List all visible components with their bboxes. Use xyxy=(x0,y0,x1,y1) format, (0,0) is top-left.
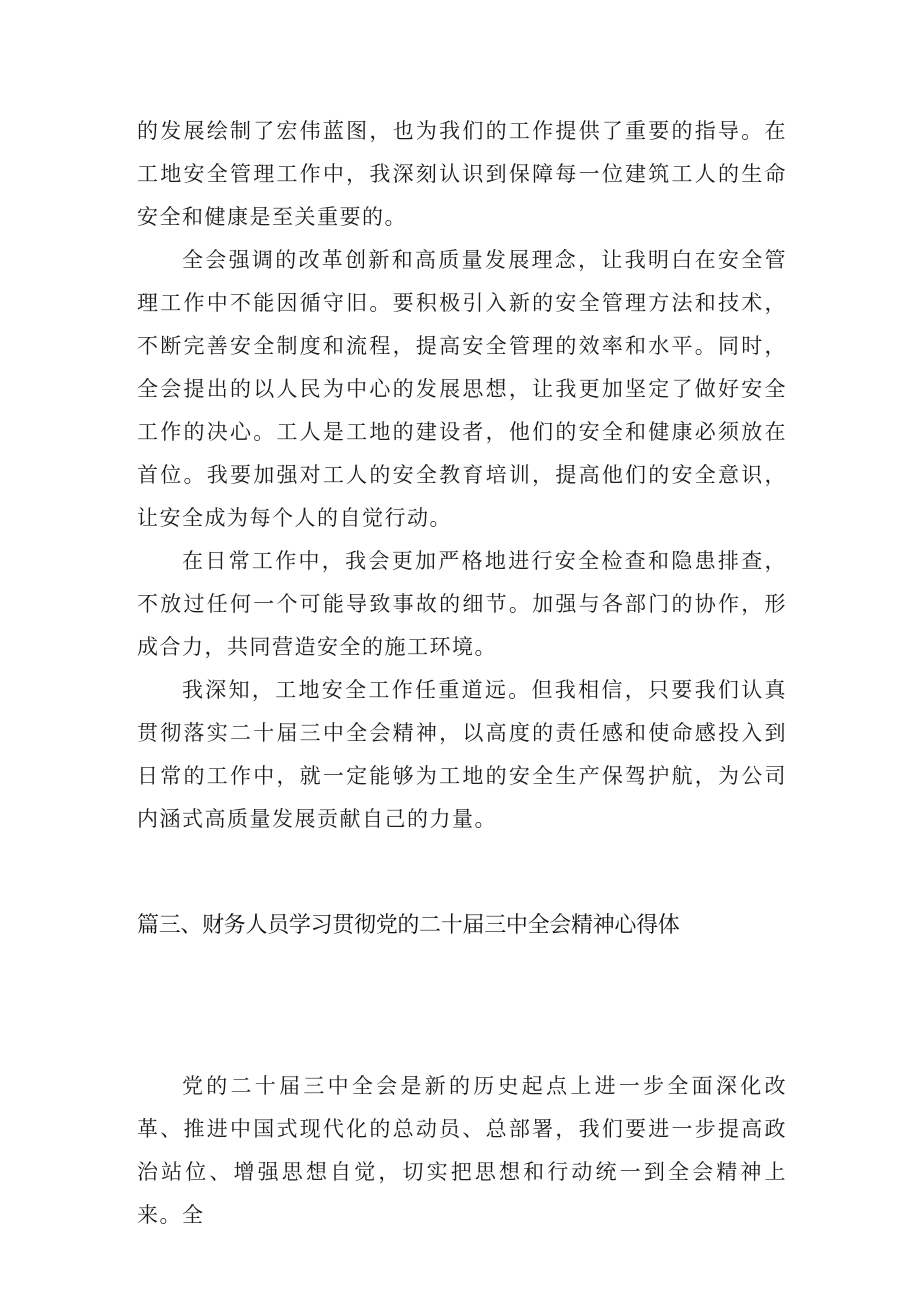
paragraph: 党的二十届三中全会是新的历史起点上进一步全面深化改革、推进中国式现代化的总动员、总部署，我们要进一步提高政治站位、增强思想自觉，切实把思想和行动统一到全会精神上来。全 xyxy=(137,1074,787,1227)
paragraph: 全会强调的改革创新和高质量发展理念，让我明白在安全管理工作中不能因循守旧。要积极引入新的安全管理方法和技术，不断完善安全制度和流程，提高安全管理的效率和水平。同时，全会提出的以人民为中心的发展思想，让我更加坚定了做好安全工作的决心。工人是工地的建设者，他们的安全和健康必须放在首位。我要加强对工人的安全教育培训，提高他们的安全意识，让安全成为每个人的自觉行动。 xyxy=(137,248,787,530)
paragraph: 在日常工作中，我会更加严格地进行安全检查和隐患排查，不放过任何一个可能导致事故的细节。加强与各部门的协作，形成合力，共同营造安全的施工环境。 xyxy=(137,549,787,659)
paragraph: 我深知，工地安全工作任重道远。但我相信，只要我们认真贯彻落实二十届三中全会精神，以高度的责任感和使命感投入到日常的工作中，就一定能够为工地的安全生产保驾护航，为公司内涵式高质量发展贡献自己的力量。 xyxy=(137,678,787,831)
body-text-block xyxy=(137,1065,787,1237)
body-text-block xyxy=(137,110,787,841)
paragraph-continuation: 的发展绘制了宏伟蓝图，也为我们的工作提供了重要的指导。在工地安全管理工作中，我深刻认识到保障每一位建筑工人的生命安全和健康是至关重要的。 xyxy=(137,119,787,229)
section-heading: 篇三、财务人员学习贯彻党的二十届三中全会精神心得体 xyxy=(137,913,680,938)
